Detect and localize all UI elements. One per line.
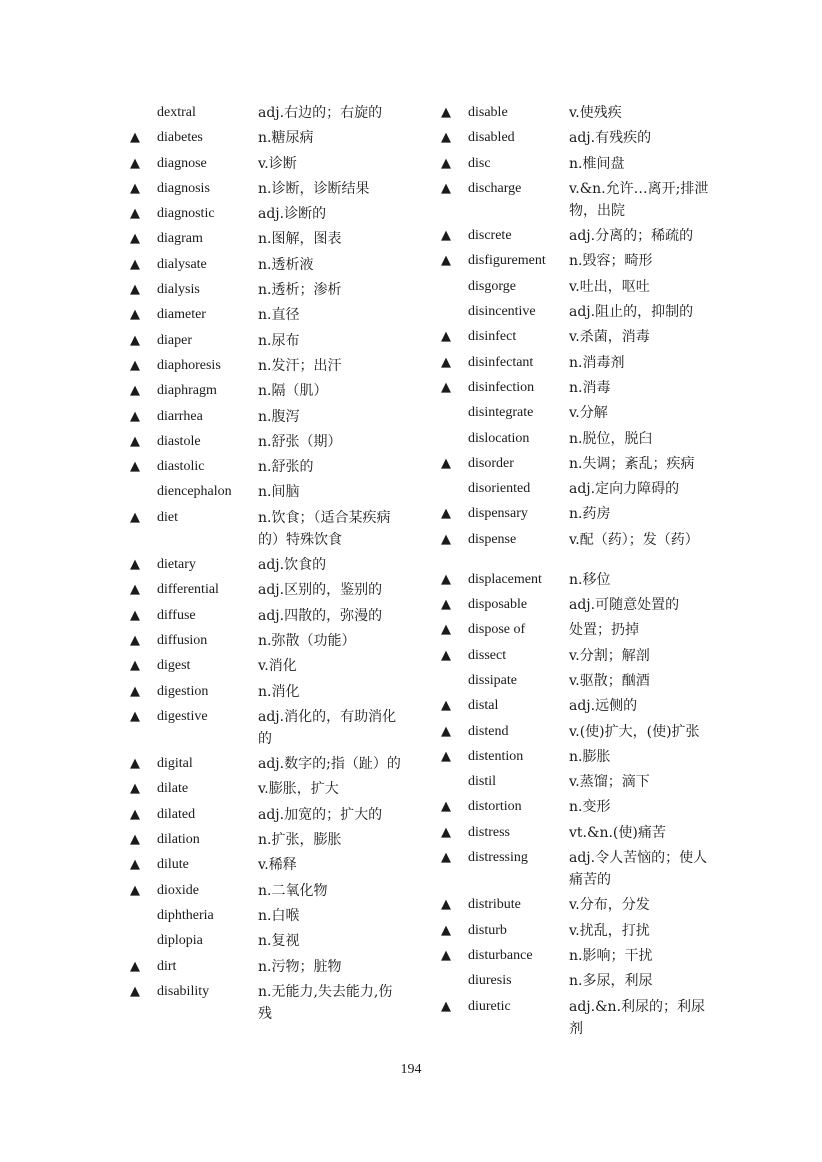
entry-term: disturb <box>468 922 507 938</box>
glossary-entry <box>130 406 430 428</box>
entry-definition: v.配（药）；发（药） <box>569 531 699 548</box>
glossary-entry <box>441 352 741 374</box>
triangle-marker-icon: ▲ <box>441 253 451 269</box>
entry-definition: adj.令人苦恼的；使人痛苦的 <box>569 850 708 889</box>
entry-definition: n.药房 <box>569 506 611 523</box>
glossary-entry <box>441 721 741 743</box>
glossary-entry <box>441 670 741 692</box>
triangle-marker-icon: ▲ <box>130 408 140 424</box>
triangle-marker-icon: ▲ <box>130 607 140 623</box>
entry-term: disgorge <box>468 278 516 294</box>
glossary-entry <box>441 894 741 916</box>
entry-definition: v.诊断 <box>258 155 297 172</box>
glossary-entry <box>130 127 430 149</box>
triangle-marker-icon: ▲ <box>441 748 451 764</box>
triangle-marker-icon: ▲ <box>130 180 140 196</box>
entry-term: disintegrate <box>468 405 534 421</box>
glossary-entry <box>441 102 741 124</box>
triangle-marker-icon: ▲ <box>441 824 451 840</box>
entry-definition: adj.饮食的 <box>258 557 327 574</box>
entry-term: diameter <box>157 307 206 323</box>
entry-term: digestive <box>157 708 208 724</box>
triangle-marker-icon: ▲ <box>441 180 451 196</box>
entry-term: digital <box>157 756 193 772</box>
entry-term: dioxide <box>157 882 199 898</box>
entry-term: diastolic <box>157 459 205 475</box>
triangle-marker-icon: ▲ <box>130 708 140 724</box>
glossary-entry <box>130 456 430 478</box>
glossary-entry <box>441 402 741 424</box>
entry-definition: n.毁容；畸形 <box>569 253 653 270</box>
glossary-entry <box>441 619 741 641</box>
glossary-entry <box>441 478 741 500</box>
glossary-entry <box>441 225 741 247</box>
entry-definition: n.脱位，脱臼 <box>569 430 653 447</box>
entry-definition: v.杀菌，消毒 <box>569 329 650 346</box>
entry-term: diastole <box>157 433 201 449</box>
entry-term: disorder <box>468 455 514 471</box>
entry-definition: adj.分离的；稀疏的 <box>569 228 694 245</box>
entry-term: dilation <box>157 832 200 848</box>
glossary-entry <box>130 605 430 627</box>
entry-definition: n.透析液 <box>258 256 314 273</box>
triangle-marker-icon: ▲ <box>441 228 451 244</box>
glossary-entry <box>441 970 741 992</box>
entry-definition: v.吐出，呕吐 <box>569 278 650 295</box>
entry-definition: n.弥散（功能） <box>258 632 356 649</box>
entry-term: digest <box>157 658 191 674</box>
entry-definition: n.糖尿病 <box>258 130 314 147</box>
entry-definition: n.舒张的 <box>258 459 314 476</box>
entry-term: disfigurement <box>468 253 546 269</box>
triangle-marker-icon: ▲ <box>130 130 140 146</box>
glossary-entry <box>441 127 741 149</box>
glossary-entry <box>130 630 430 652</box>
triangle-marker-icon: ▲ <box>130 282 140 298</box>
triangle-marker-icon: ▲ <box>130 632 140 648</box>
entry-definition: adj.可随意处置的 <box>569 597 680 614</box>
glossary-entry <box>130 507 430 551</box>
triangle-marker-icon: ▲ <box>130 857 140 873</box>
triangle-marker-icon: ▲ <box>441 130 451 146</box>
glossary-entry <box>441 645 741 667</box>
entry-term: distribute <box>468 897 521 913</box>
entry-definition: n.无能力,失去能力,伤残 <box>258 983 393 1022</box>
entry-term: diuretic <box>468 998 511 1014</box>
triangle-marker-icon: ▲ <box>130 781 140 797</box>
glossary-entry <box>130 930 430 952</box>
glossary-entry <box>441 250 741 272</box>
entry-term: diagnose <box>157 155 207 171</box>
glossary-entry <box>130 854 430 876</box>
entry-term: distention <box>468 748 524 764</box>
entry-definition: n.发汗；出汗 <box>258 357 342 374</box>
entry-term: diffusion <box>157 632 208 648</box>
entry-term: diaphragm <box>157 383 217 399</box>
triangle-marker-icon: ▲ <box>130 433 140 449</box>
triangle-marker-icon: ▲ <box>441 455 451 471</box>
entry-definition: n.白喉 <box>258 907 300 924</box>
glossary-entry <box>441 377 741 399</box>
entry-term: disposable <box>468 597 528 613</box>
entry-definition: adj.有残疾的 <box>569 130 652 147</box>
triangle-marker-icon: ▲ <box>130 582 140 598</box>
entry-term: distress <box>468 824 510 840</box>
triangle-marker-icon: ▲ <box>441 922 451 938</box>
entry-definition: n.膨胀 <box>569 748 611 765</box>
glossary-entry <box>130 829 430 851</box>
triangle-marker-icon: ▲ <box>130 806 140 822</box>
triangle-marker-icon: ▲ <box>130 509 140 525</box>
entry-definition: adj.定向力障碍的 <box>569 481 680 498</box>
entry-term: dissipate <box>468 672 517 688</box>
entry-term: disinfection <box>468 379 535 395</box>
entry-term: disoriented <box>468 481 531 497</box>
glossary-entry <box>130 481 430 503</box>
glossary-entry <box>130 579 430 601</box>
entry-term: distal <box>468 698 499 714</box>
triangle-marker-icon: ▲ <box>441 998 451 1014</box>
triangle-marker-icon: ▲ <box>130 459 140 475</box>
glossary-entry <box>441 503 741 525</box>
glossary-entry <box>130 554 430 576</box>
page-number: 194 <box>400 1062 422 1077</box>
triangle-marker-icon: ▲ <box>441 698 451 714</box>
glossary-entry <box>441 326 741 348</box>
entry-definition: v.&n.允许…离开;排泄物，出院 <box>569 180 709 219</box>
entry-term: disable <box>468 105 508 120</box>
glossary-entry <box>441 569 741 591</box>
entry-definition: n.椎间盘 <box>569 155 625 172</box>
triangle-marker-icon: ▲ <box>130 256 140 272</box>
entry-definition: adj.四散的，弥漫的 <box>258 607 383 624</box>
glossary-entry <box>130 753 430 775</box>
glossary-entry <box>130 279 430 301</box>
glossary-entry <box>441 695 741 717</box>
triangle-marker-icon: ▲ <box>441 622 451 638</box>
glossary-entry <box>441 529 741 551</box>
triangle-marker-icon: ▲ <box>130 231 140 247</box>
entry-term: distortion <box>468 799 522 815</box>
entry-definition: n.隔（肌） <box>258 383 328 400</box>
entry-definition: n.污物；脏物 <box>258 958 342 975</box>
right-column <box>441 102 741 1040</box>
entry-definition: n.直径 <box>258 307 300 324</box>
entry-definition: v.蒸馏；滴下 <box>569 774 650 791</box>
glossary-entry <box>441 276 741 298</box>
triangle-marker-icon: ▲ <box>441 155 451 171</box>
entry-term: dialysate <box>157 256 207 272</box>
entry-term: digestion <box>157 683 209 699</box>
glossary-entry <box>441 796 741 818</box>
entry-term: dietary <box>157 557 196 573</box>
entry-definition: adj.远侧的 <box>569 698 638 715</box>
triangle-marker-icon: ▲ <box>130 357 140 373</box>
triangle-marker-icon: ▲ <box>441 329 451 345</box>
entry-term: diaper <box>157 332 192 348</box>
entry-definition: n.尿布 <box>258 332 300 349</box>
entry-term: diagnosis <box>157 180 210 196</box>
entry-term: displacement <box>468 571 542 587</box>
glossary-entry <box>130 254 430 276</box>
glossary-entry <box>441 847 741 891</box>
glossary-entry <box>130 355 430 377</box>
triangle-marker-icon: ▲ <box>441 647 451 663</box>
entry-definition: n.扩张，膨胀 <box>258 832 342 849</box>
glossary-entry <box>441 945 741 967</box>
entry-term: diencephalon <box>157 484 232 500</box>
triangle-marker-icon: ▲ <box>441 105 451 120</box>
entry-definition: n.消毒剂 <box>569 354 625 371</box>
entry-definition: adj.右边的；右旋的 <box>258 105 383 121</box>
entry-term: dextral <box>157 105 196 120</box>
entry-term: diuresis <box>468 973 512 989</box>
glossary-entry <box>441 428 741 450</box>
entry-term: dissect <box>468 647 507 663</box>
entry-definition: n.消化 <box>258 683 300 700</box>
entry-term: disturbance <box>468 947 533 963</box>
entry-term: disabled <box>468 130 515 146</box>
entry-definition: n.影响；干扰 <box>569 947 653 964</box>
glossary-entry <box>441 453 741 475</box>
entry-definition: adj.数字的;指（趾）的 <box>258 756 401 773</box>
entry-definition: n.诊断，诊断结果 <box>258 180 370 197</box>
glossary-entry <box>130 203 430 225</box>
triangle-marker-icon: ▲ <box>130 383 140 399</box>
glossary-entry <box>130 431 430 453</box>
triangle-marker-icon: ▲ <box>441 506 451 522</box>
entry-definition: n.二氧化物 <box>258 882 328 899</box>
entry-term: diffuse <box>157 607 196 623</box>
left-column <box>130 102 430 1025</box>
entry-term: dispensary <box>468 506 528 522</box>
entry-definition: n.失调；紊乱；疾病 <box>569 455 695 472</box>
entry-definition: n.图解，图表 <box>258 231 342 248</box>
glossary-entry <box>441 301 741 323</box>
entry-term: dispense <box>468 531 517 547</box>
entry-definition: v.分割；解剖 <box>569 647 650 664</box>
glossary-entry <box>441 153 741 175</box>
triangle-marker-icon: ▲ <box>130 983 140 999</box>
entry-term: distend <box>468 723 509 739</box>
entry-term: dialysis <box>157 282 200 298</box>
entry-definition: adj.&n.利尿的；利尿剂 <box>569 998 706 1037</box>
entry-definition: n.舒张（期） <box>258 433 342 450</box>
entry-term: diagram <box>157 231 203 247</box>
glossary-entry <box>130 880 430 902</box>
entry-term: disinfectant <box>468 354 534 370</box>
glossary-entry <box>441 771 741 793</box>
glossary-entry <box>130 153 430 175</box>
entry-term: diabetes <box>157 130 203 146</box>
triangle-marker-icon: ▲ <box>441 850 451 866</box>
glossary-entry <box>130 804 430 826</box>
glossary-entry <box>130 905 430 927</box>
entry-term: discrete <box>468 228 512 244</box>
entry-definition: adj.加宽的；扩大的 <box>258 806 383 823</box>
entry-term: diarrhea <box>157 408 203 424</box>
entry-definition: n.多尿，利尿 <box>569 973 653 990</box>
triangle-marker-icon: ▲ <box>441 531 451 547</box>
entry-term: dislocation <box>468 430 530 446</box>
entry-term: dilute <box>157 857 189 873</box>
entry-definition: vt.&n.(使)痛苦 <box>569 824 666 841</box>
triangle-marker-icon: ▲ <box>130 756 140 772</box>
entry-term: distil <box>468 774 497 790</box>
entry-definition: v.(使)扩大，(使)扩张 <box>569 723 700 740</box>
triangle-marker-icon: ▲ <box>441 897 451 913</box>
triangle-marker-icon: ▲ <box>130 557 140 573</box>
triangle-marker-icon: ▲ <box>441 723 451 739</box>
triangle-marker-icon: ▲ <box>441 354 451 370</box>
glossary-entry <box>130 228 430 250</box>
triangle-marker-icon: ▲ <box>130 832 140 848</box>
entry-definition: v.驱散；酗酒 <box>569 672 650 689</box>
glossary-entry <box>441 594 741 616</box>
entry-definition: n.复视 <box>258 933 300 950</box>
glossary-entry <box>441 746 741 768</box>
entry-term: disincentive <box>468 304 536 320</box>
entry-definition: v.使残疾 <box>569 105 622 121</box>
glossary-entry <box>441 996 741 1040</box>
glossary-entry <box>130 956 430 978</box>
entry-term: dilate <box>157 781 189 797</box>
glossary-entry <box>130 655 430 677</box>
entry-term: differential <box>157 582 219 598</box>
entry-definition: v.扰乱，打扰 <box>569 922 650 939</box>
entry-definition: n.消毒 <box>569 379 611 396</box>
entry-term: diaphoresis <box>157 357 221 373</box>
triangle-marker-icon: ▲ <box>130 958 140 974</box>
triangle-marker-icon: ▲ <box>130 206 140 222</box>
triangle-marker-icon: ▲ <box>130 882 140 898</box>
glossary-entry <box>130 380 430 402</box>
entry-definition: adj.消化的，有助消化的 <box>258 708 397 747</box>
entry-term: dirt <box>157 958 177 974</box>
glossary-entry <box>130 304 430 326</box>
entry-definition: 处置；扔掉 <box>569 622 639 639</box>
entry-definition: v.消化 <box>258 658 297 675</box>
triangle-marker-icon: ▲ <box>130 155 140 171</box>
entry-term: diagnostic <box>157 206 215 222</box>
entry-term: distressing <box>468 850 528 866</box>
entry-definition: v.稀释 <box>258 857 297 874</box>
triangle-marker-icon: ▲ <box>130 332 140 348</box>
triangle-marker-icon: ▲ <box>441 947 451 963</box>
triangle-marker-icon: ▲ <box>130 307 140 323</box>
entry-definition: n.腹泻 <box>258 408 300 425</box>
entry-term: disability <box>157 983 210 999</box>
glossary-entry <box>130 706 430 750</box>
entry-definition: n.间脑 <box>258 484 300 501</box>
entry-definition: n.移位 <box>569 571 611 588</box>
entry-term: disinfect <box>468 329 517 345</box>
entry-definition: v.分解 <box>569 405 608 422</box>
glossary-entry <box>130 778 430 800</box>
glossary-entry <box>441 822 741 844</box>
glossary-entry <box>130 330 430 352</box>
entry-term: diet <box>157 509 178 525</box>
entry-term: discharge <box>468 180 522 196</box>
glossary-entry <box>441 920 741 942</box>
entry-definition: v.分布，分发 <box>569 897 650 914</box>
triangle-marker-icon: ▲ <box>441 597 451 613</box>
entry-term: dispose of <box>468 622 526 638</box>
glossary-entry <box>130 681 430 703</box>
entry-term: diphtheria <box>157 907 214 923</box>
triangle-marker-icon: ▲ <box>441 799 451 815</box>
triangle-marker-icon: ▲ <box>441 379 451 395</box>
glossary-entry <box>441 178 741 222</box>
entry-definition: n.透析；渗析 <box>258 282 342 299</box>
entry-definition: n.饮食；（适合某疾病的）特殊饮食 <box>258 509 391 548</box>
glossary-entry <box>130 178 430 200</box>
triangle-marker-icon: ▲ <box>441 571 451 587</box>
entry-term: diplopia <box>157 933 203 949</box>
entry-term: disc <box>468 155 491 171</box>
entry-definition: adj.阻止的，抑制的 <box>569 304 694 321</box>
entry-definition: n.变形 <box>569 799 611 816</box>
entry-definition: adj.区别的，鉴别的 <box>258 582 383 599</box>
glossary-entry <box>130 981 430 1025</box>
entry-term: dilated <box>157 806 196 822</box>
triangle-marker-icon: ▲ <box>130 658 140 674</box>
glossary-entry <box>130 102 430 124</box>
entry-definition: adj.诊断的 <box>258 206 327 223</box>
triangle-marker-icon: ▲ <box>130 683 140 699</box>
entry-definition: v.膨胀，扩大 <box>258 781 339 798</box>
